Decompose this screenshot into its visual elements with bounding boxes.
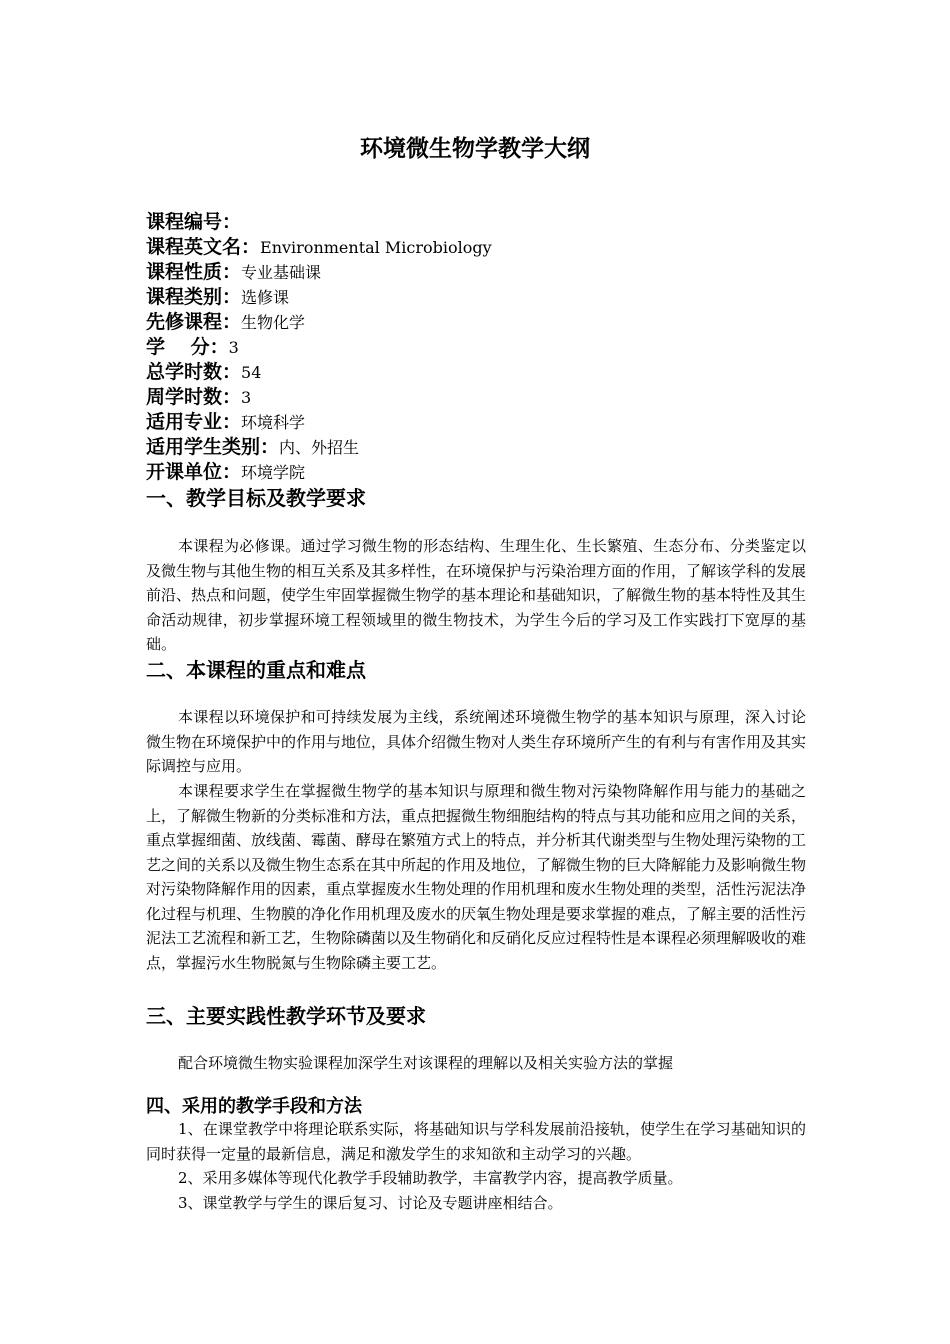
course-info (146, 210, 826, 485)
info-value: 3 (228, 338, 239, 357)
section-paragraph: 1、在课堂教学中将理论联系实际，将基础知识与学科发展前沿接轨，使学生在学习基础知识的同时获得一定量的最新信息，满足和激发学生的求知欲和主动学习的兴趣。 (146, 1120, 806, 1163)
course-info-prerequisite (146, 310, 826, 335)
course-info-student-type (146, 435, 826, 460)
section-paragraph: 2、采用多媒体等现代化教学手段辅助教学，丰富教学内容，提高教学质量。 (178, 1169, 683, 1187)
section-paragraph: 本课程以环境保护和可持续发展为主线，系统阐述环境微生物学的基本知识与原理，深入讨论微生物在环境保护中的作用与地位，具体介绍微生物对人类生存环境所产生的有利与有害作用及其实际调控与应用。 (146, 708, 807, 775)
course-info-total-hours (146, 360, 826, 385)
info-label: 开课单位： (146, 461, 242, 483)
info-label: 学 分： (146, 336, 229, 358)
info-label: 适用专业： (146, 411, 242, 433)
info-value: 环境学院 (241, 463, 306, 482)
section-heading: 三、主要实践性教学环节及要求 (146, 1004, 426, 1028)
info-value: 内、外招生 (279, 438, 360, 457)
info-value: Environmental Microbiology (260, 238, 492, 257)
info-label: 周学时数： (146, 386, 242, 408)
section-paragraph: 本课程为必修课。通过学习微生物的形态结构、生理生化、生长繁殖、生态分布、分类鉴定以及微生物与其他生物的相互关系及其多样性，在环境保护与污染治理方面的作用，了解该学科的发展前沿、热点和问题，使学生牢固掌握微生物学的基本理论和基础知识，了解微生物的基本特性及其生命活动规律，初步掌握环境工程领域里的微生物技术，为学生今后的学习及工作实践打下宽厚的基础。 (146, 537, 807, 653)
info-label: 课程编号： (146, 211, 242, 233)
info-label: 适用学生类别： (146, 436, 280, 458)
course-info-weekly-hours (146, 385, 826, 410)
info-label: 总学时数： (146, 361, 242, 383)
info-value: 3 (241, 388, 252, 407)
info-label: 课程英文名： (146, 236, 261, 258)
course-info-nature (146, 260, 826, 285)
info-value: 专业基础课 (241, 263, 322, 282)
info-value: 生物化学 (241, 313, 306, 332)
course-info-credits (146, 335, 826, 360)
section-heading: 四、采用的教学手段和方法 (146, 1096, 362, 1117)
info-value: 选修课 (241, 288, 290, 307)
section-paragraph: 3、课堂教学与学生的课后复习、讨论及专题讲座相结合。 (178, 1194, 563, 1212)
course-info-department (146, 460, 826, 485)
course-info-major (146, 410, 826, 435)
section-heading: 二、本课程的重点和难点 (146, 658, 366, 682)
info-label: 先修课程： (146, 311, 242, 333)
info-value: 环境科学 (241, 413, 306, 432)
course-info-english-name (146, 235, 826, 260)
info-value: 54 (241, 363, 262, 382)
document-title: 环境微生物学教学大纲 (360, 136, 590, 162)
section-paragraph: 本课程要求学生在掌握微生物学的基本知识与原理和微生物对污染物降解作用与能力的基础之上，了解微生物新的分类标准和方法，重点把握微生物细胞结构的特点与其功能和应用之间的关系，重点掌握细菌、放线菌、霉菌、酵母在繁殖方式上的特点，并分析其代谢类型与生物处理污染物的工艺之间的关系以及微生物生态系在其中所起的作用及地位，了解微生物的巨大降解能力及影响微生物对污染物降解作用的因素，重点掌握废水生物处理的作用机理和废水生物处理的类型，活性污泥法净化过程与机理、生物膜的净化作用机理及废水的厌氧生物处理是要求掌握的难点，了解主要的活性污泥法工艺流程和新工艺，生物除磷菌以及生物硝化和反硝化反应过程特性是本课程必须理解吸收的难点，掌握污水生物脱氮与生物除磷主要工艺。 (146, 782, 807, 972)
info-label: 课程类别： (146, 286, 242, 308)
section-heading: 一、教学目标及教学要求 (146, 486, 366, 510)
course-info-code (146, 210, 826, 235)
info-label: 课程性质： (146, 261, 242, 283)
section-paragraph: 配合环境微生物实验课程加深学生对该课程的理解以及相关实验方法的掌握 (178, 1054, 674, 1072)
course-info-category (146, 285, 826, 310)
